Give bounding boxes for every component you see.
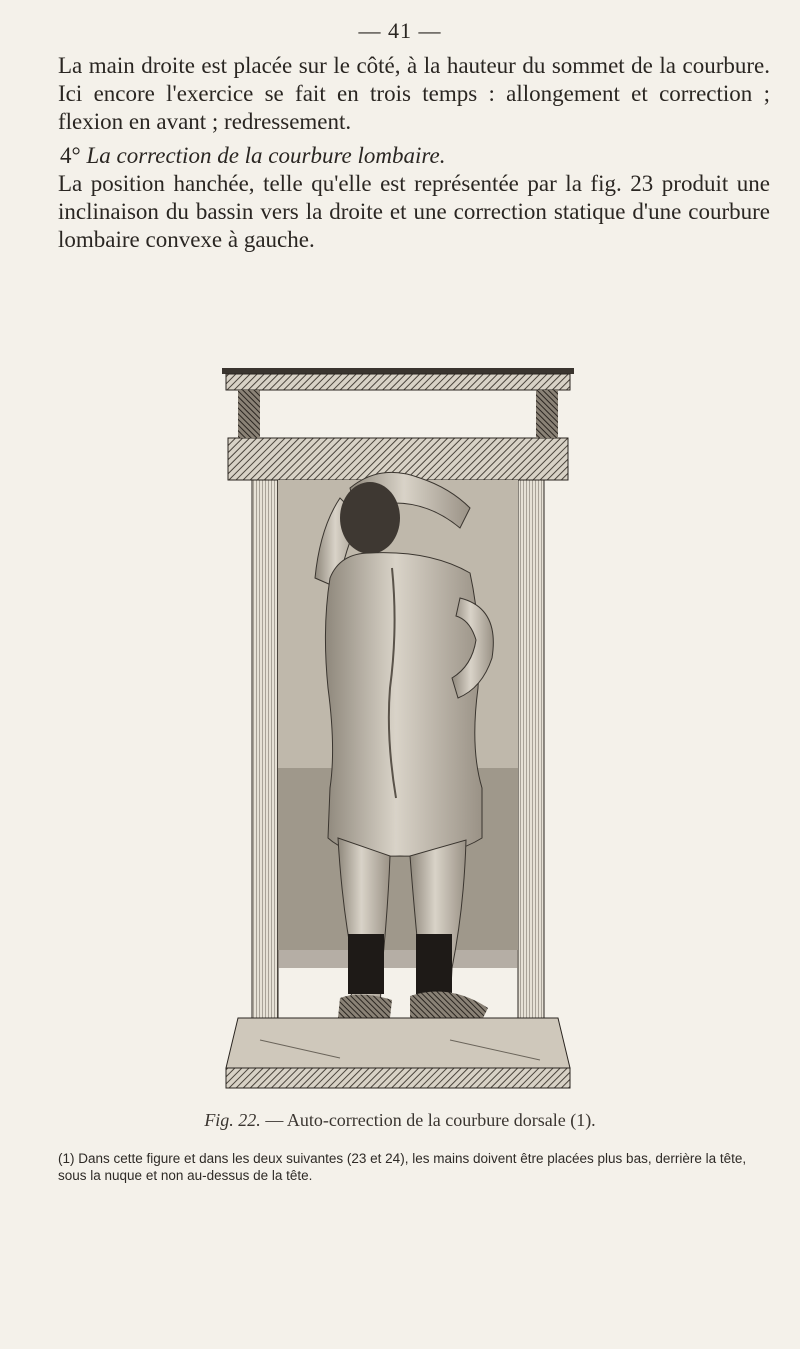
section-title: La correction de la courbure lombaire. xyxy=(86,143,446,168)
caption-text: — Auto-correction de la courbure dorsale (1). xyxy=(265,1110,596,1130)
caption-label: Fig. 22. xyxy=(204,1110,261,1130)
engraving-figure-back-view-icon xyxy=(220,368,576,1098)
engraving-figure xyxy=(220,368,576,1098)
paragraph-2: La position hanchée, telle qu'elle est représentée par la fig. 23 produit une inclinaison du bassin vers la droite et une correction statique d'une courbure lombaire convexe à gauche. xyxy=(58,171,770,252)
section-number: 4° xyxy=(60,143,81,168)
figure-caption xyxy=(0,1110,800,1131)
footnote: (1) Dans cette figure et dans les deux suivantes (23 et 24), les mains doivent être placées plus bas, derrière la tête, sous la nuque et non au-dessus de la tête. xyxy=(58,1151,747,1183)
section-heading xyxy=(58,142,770,170)
page-number: — 41 — xyxy=(358,18,442,43)
paragraph-1: La main droite est placée sur le côté, à la hauteur du sommet de la courbure. Ici encore l'exercice se fait en trois temps : allongement et correction ; flexion en avant ; redressement. xyxy=(58,53,770,134)
body-text xyxy=(58,52,770,254)
